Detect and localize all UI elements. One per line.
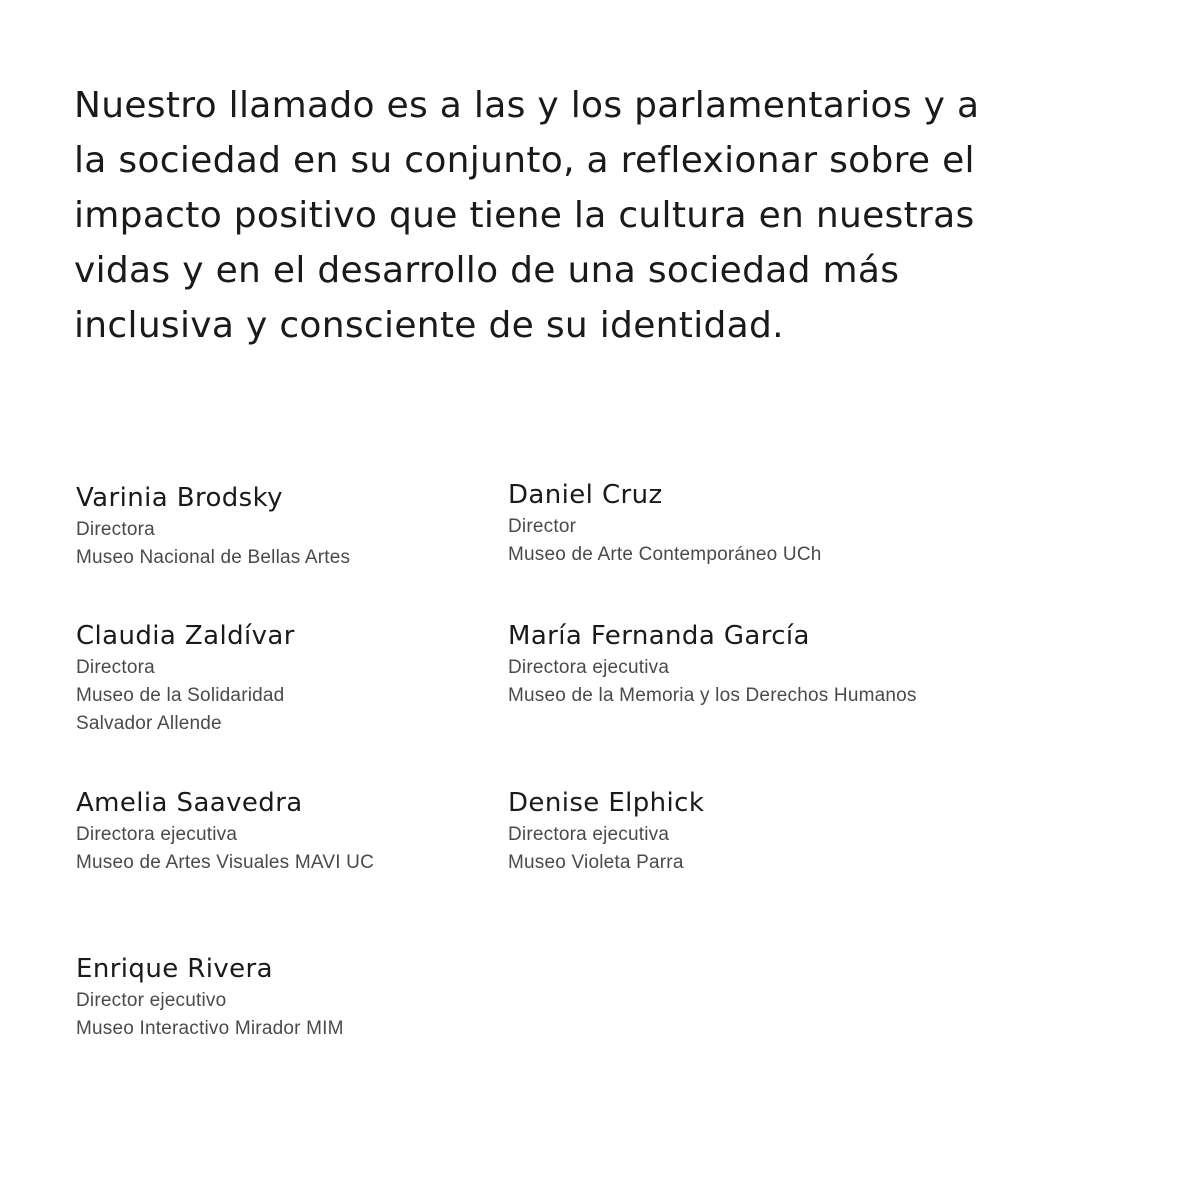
statement-paragraph [74, 78, 1074, 353]
signatory-name: Varinia Brodsky [76, 483, 283, 513]
signatory-role: Director [508, 516, 577, 537]
signatory-role: Directora [76, 657, 155, 678]
signatory-role: Directora ejecutiva [508, 824, 670, 845]
signatory-block [76, 481, 546, 572]
signatory-institution: Museo de la Solidaridad [76, 685, 285, 706]
statement-line: Nuestro llamado es a las y los parlamentarios y a [74, 85, 980, 126]
signatory-name: Enrique Rivera [76, 954, 273, 984]
signatory-role: Director ejecutivo [76, 990, 227, 1011]
signatory-institution: Museo Interactivo Mirador MIM [76, 1018, 344, 1039]
signatory-institution: Museo Violeta Parra [508, 852, 684, 873]
signatory-name: Daniel Cruz [508, 480, 663, 510]
signatory-institution: Museo de la Memoria y los Derechos Humanos [508, 685, 917, 706]
signatory-institution: Salvador Allende [76, 713, 222, 734]
signatory-role: Directora [76, 519, 155, 540]
statement-line: vidas y en el desarrollo de una sociedad más [74, 250, 900, 291]
signatory-institution: Museo de Arte Contemporáneo UCh [508, 544, 822, 565]
signatory-name: Amelia Saavedra [76, 788, 303, 818]
signatory-block [76, 952, 546, 1043]
signatory-name: Denise Elphick [508, 788, 705, 818]
signatory-name: Claudia Zaldívar [76, 621, 295, 651]
signatory-block [508, 619, 978, 710]
signatory-role: Directora ejecutiva [76, 824, 238, 845]
signatory-block [508, 478, 978, 569]
signatory-name: María Fernanda García [508, 621, 810, 651]
signatory-block [76, 619, 546, 738]
statement-line: la sociedad en su conjunto, a reflexionar sobre el [74, 140, 975, 181]
signatory-block [76, 786, 546, 877]
statement-line: inclusiva y consciente de su identidad. [74, 305, 784, 346]
signatory-institution: Museo Nacional de Bellas Artes [76, 547, 351, 568]
statement-line: impacto positivo que tiene la cultura en nuestras [74, 195, 975, 236]
signatory-institution: Museo de Artes Visuales MAVI UC [76, 852, 375, 873]
signatory-block [508, 786, 978, 877]
signatory-role: Directora ejecutiva [508, 657, 670, 678]
